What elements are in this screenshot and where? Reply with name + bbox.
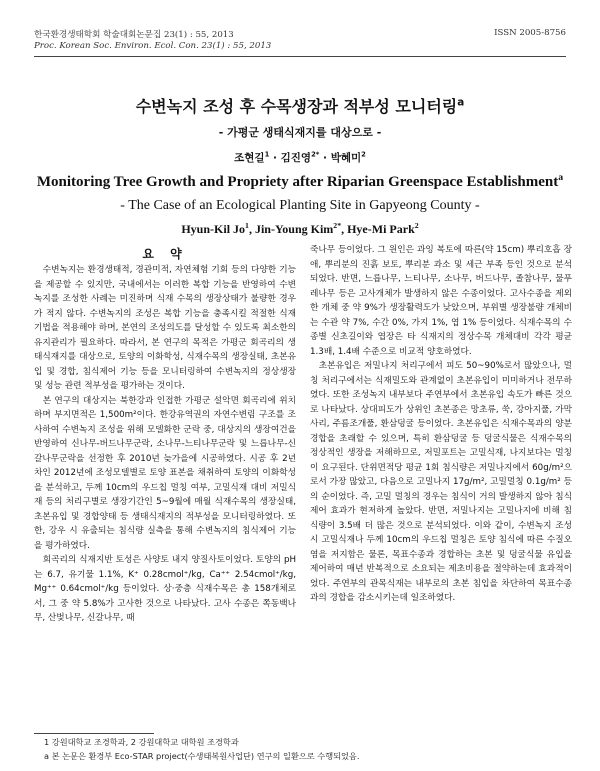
journal-header-en (34, 41, 566, 51)
footnote-affiliations: 1 강원대학교 조경학과, 2 강원대학교 대학원 조경학과 (44, 737, 239, 747)
author-en-1-sup: 1 (245, 221, 249, 230)
abstract-paragraph: 회곡리의 식재지반 토성은 사양토 내지 양질사토이었다. 토양의 pH는 6.7, 유기물 1.1%, K⁺ 0.28cmol⁺/kg, Ca⁺⁺ 2.54cmol⁺/kg, Mg⁺⁺ 0.64cmol⁺/kg 등이었다. 상·중층 식재수목은 총 158개체로서, 그 중 약 5.8%가 고사한 것으로 나타났다. 고사 수종은 쪽동백나무, 산벚나무, 신갈나무, 때 (34, 555, 296, 623)
author-ko-2: 김진영 (280, 152, 312, 164)
author-ko-3-sup: 2 (361, 150, 366, 159)
abstract-paragraph: 죽나무 등이었다. 그 원인은 과잉 복토에 따른(약 15cm) 뿌리호흡 장애, 뿌리분의 진흙 보토, 뿌리분 과소 및 세근 부족 등인 것으로 분석되었다. 반면, 느릅나무, 느티나무, 소나무, 버드나무, 졸참나무, 물푸레나무 등은 고사개체가 발생하지 않은 수종이었다. 고사수종을 제외한 개체 중 약 9%가 생장활력도가 낮았으며, 부위별 생장불량 개체비는 수관 약 7%, 수간 0%, 가지 1%, 엽 1% 등이었다. 식재수목의 수종별 신초길이와 엽장은 타 식재지의 정상수목 개체대비 각각 평균 1.3배, 1.4배 수준으로 비교적 양호하였다. (310, 245, 572, 357)
abstract-paragraph: 초본유입은 저밀나지 처리구에서 피도 50~90%로서 많았으나, 멀칭 처리구에서는 식재밀도와 관계없이 초본유입이 미미하거나 전무하였다. 또한 조성녹지 내부보다 주연부에서 초본유입 속도가 빠른 것으로 나타났다. 상대피도가 상위인 초본종은 망초류, 쑥, 강아지풀, 가막사리, 주름조개풀, 환삼덩굴 등이었다. 초본유입은 식재수목과의 양분경합을 초래할 수 있으며, 특히 환삼덩굴 등 덩굴식물은 식재수목의 정상적인 생장을 저해하므로, 저밀포트는 고밀식재, 나지보다는 멀칭이 요구된다. 단위면적당 평균 1회 침식량은 저밀나지에서 60g/m²으로서 가장 많았고, 다음으로 고밀나지 17g/m², 고밀멀칭 0.1g/m² 등의 순이었다. 즉, 고밀 멀칭의 경우는 침식이 거의 발생하지 않아 침식제어 효과가 현저하게 높았다. 반면, 저밀나지는 고밀나지에 비해 침식량이 3.5배 더 많은 것으로 분석되었다. 이와 같이, 수변녹지 조성 시 고밀식재나 두께 10cm의 우드칩 멀칭은 토양 침식에 따른 수질오염을 저지함은 물론, 목표수종과 경합하는 초본 및 덩굴식물 유입을 제어하여 매년 반복적으로 소요되는 제초비용을 절약하는데 효과적이었다. 주연부의 관목식재는 내부로의 초본 침입을 차단하여 목표수종과의 경합을 감소시키는데 일조하였다. (310, 361, 572, 603)
subtitle-ko: - 가평군 생태식재지를 대상으로 - (218, 126, 382, 139)
abstract-right-column (310, 243, 572, 606)
journal-header-ko (34, 28, 566, 40)
author-ko-1-sup: 1 (264, 150, 270, 159)
footnote-rule (34, 733, 154, 734)
header-rule (34, 56, 566, 57)
author-sep: · (269, 152, 281, 164)
title-ko-text: 수변녹지 조성 후 수목생장과 적부성 모니터링 (135, 97, 458, 116)
issn: ISSN 2005-8756 (494, 28, 566, 38)
author-ko-3: 박혜미 (330, 152, 362, 164)
author-ko-1: 조현길 (234, 152, 265, 164)
authors-en: Hyun-Kil Jo$^1$, Jin-Young Kim$^{2*}$, Hye-Mi Park$^2$ (181, 221, 419, 236)
abstract-paragraph: 수변녹지는 환경생태적, 경관미적, 자연체험 기회 등의 다양한 기능을 제공할 수 있지만, 국내에서는 이러한 복합 기능을 반영하여 수변녹지를 조성한 사례는 미진하며 식재 수목의 생장상태가 불량한 경우가 적지 않다. 수변녹지의 조성은 복합 기능을 충족시킬 적절한 식재기법을 적용해야 하며, 본연의 조성의도를 달성할 수 있도록 최소한의 유지관리가 필요하다. 따라서, 본 연구의 목적은 가평군 회곡리의 생태식재지를 대상으로, 토양의 이화학성, 식재수목의 생장실태, 초본유입 및 경합, 침식제어 기능 등을 모니터링하여 수변녹지의 정상생장 및 성능 관련 적부성을 평가하는 것이다. (34, 265, 296, 391)
author-en-2: Jin-Young Kim (254, 222, 334, 236)
authors-ko (0, 150, 600, 165)
author-en-3-sup: 2 (414, 221, 419, 230)
author-sep: · (319, 152, 331, 164)
author-en-3: Hye-Mi Park (347, 222, 415, 236)
journal-citation-en: Proc. Korean Soc. Environ. Ecol. Con. 23(1) : 55, 2013 (34, 41, 272, 51)
author-en-2-sup: 2* (333, 221, 342, 230)
subtitle-en: - The Case of an Ecological Planting Site in Gapyeong County - (120, 198, 480, 213)
author-ko-2-sup: 2* (311, 150, 320, 159)
title-en-sup: a (558, 172, 564, 183)
abstract-left-column (34, 263, 296, 626)
journal-citation-ko: 한국환경생태학회 학술대회논문집 23(1) : 55, 2013 (34, 30, 234, 40)
title-ko (0, 94, 600, 117)
title-en-text: Monitoring Tree Growth and Propriety after Riparian Greenspace Establishment (36, 174, 559, 190)
abstract-heading: 요 약 (142, 247, 188, 261)
footnote-funding: a 본 논문은 환경부 Eco-STAR project(수생태복원사업단) 연구의 일환으로 수행되었음. (44, 751, 360, 761)
abstract-paragraph: 본 연구의 대상지는 북한강과 인접한 가평군 설악면 회곡리에 위치하며 부지면적은 1,500m²이다. 한강유역권의 자연수변림 구조를 조사하여 수변녹지 조성을 위해 모델화한 군락 중, 대상지의 생장여건을 반영하여 신나무-버드나무군락, 소나무-느티나무군락 및 느릅나무-신갈나무군락을 선정한 후 2010년 늦가을에 시공하였다. 시공 후 2년차인 2012년에 조성모델별로 토양 표본을 채취하여 토양의 이화학성을 분석하고, 두께 10cm의 우드칩 멀칭 여부, 고밀식재 대비 저밀식재 등의 처리구별로 생장기간인 5~9월에 매월 식재수목의 생장실태, 초본유입 및 경합양태 등 생태식재지의 적부성을 모니터링하였다. 또한, 강우 시 유출되는 침식량 실측을 통해 수변녹지의 침식제어 기능을 평가하였다. (34, 395, 296, 551)
title-ko-sup: a (457, 96, 465, 109)
title-en (0, 174, 600, 191)
author-en-1: Hyun-Kil Jo (181, 222, 246, 236)
